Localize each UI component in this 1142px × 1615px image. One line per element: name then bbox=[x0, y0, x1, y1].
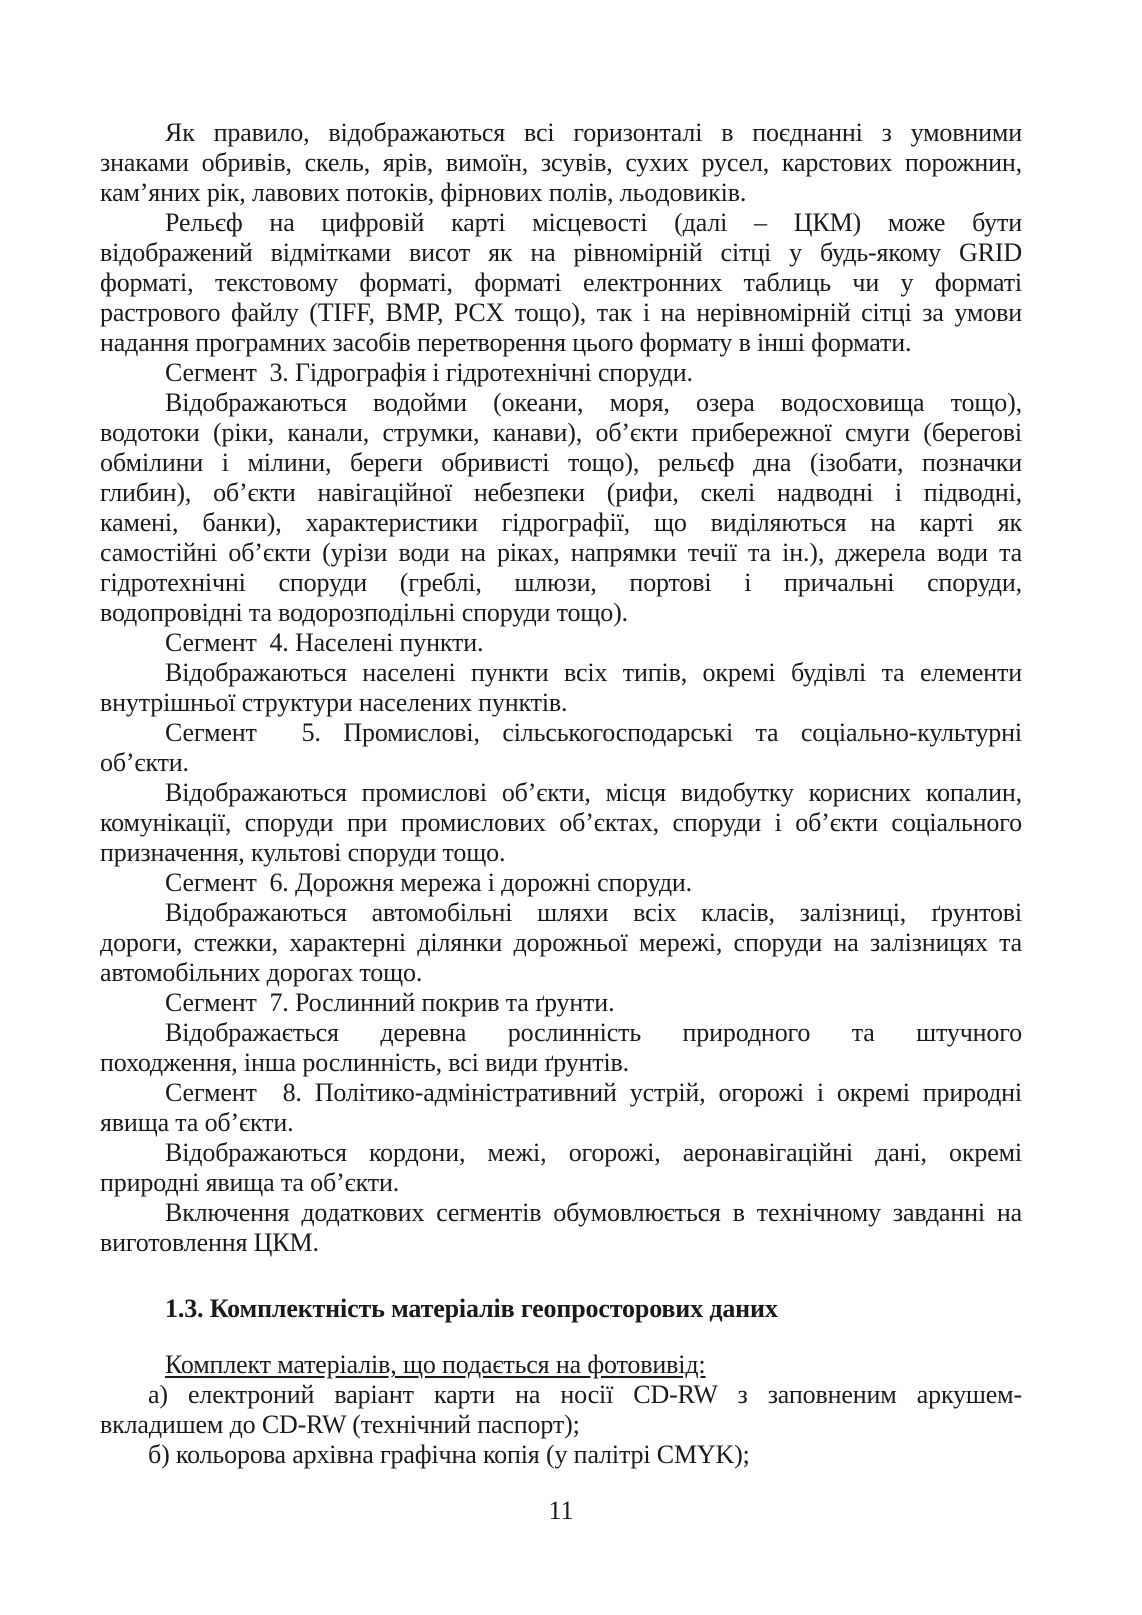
text-line: дороги, стежки, характерні ділянки дорожньої мережі, споруди на залізницях та bbox=[100, 928, 1022, 957]
text-line: обмілини і мілини, береги обривисті тощо), рельєф дна (ізобати, позначки bbox=[100, 448, 1022, 477]
text-block bbox=[100, 118, 1022, 1526]
text-line: надання програмних засобів перетворення цього формату в інші формати. bbox=[100, 328, 912, 357]
text-line: Відображаються автомобільні шляхи всіх класів, залізниці, ґрунтові bbox=[165, 898, 1022, 927]
text-line: самостійні об’єкти (урізи води на ріках, напрямки течії та ін.), джерела води та bbox=[100, 538, 1022, 567]
text-line: Сегмент 8. Політико-адміністративний устрій, огорожі і окремі природні bbox=[165, 1078, 1022, 1107]
text-line: Комплект матеріалів, що подається на фотовивід: bbox=[165, 1350, 706, 1379]
underlined-lead-paragraph bbox=[100, 1350, 1022, 1380]
page-number: 11 bbox=[548, 1496, 574, 1525]
text-line: б) кольорова архівна графічна копія (у палітрі CMYK); bbox=[148, 1440, 750, 1469]
paragraph bbox=[100, 988, 1022, 1018]
text-line: походження, інша рослинність, всі види ґрунтів. bbox=[100, 1048, 630, 1077]
text-line: гідротехнічні споруди (греблі, шлюзи, портові і причальні споруди, bbox=[100, 568, 1022, 597]
text-line: Включення додаткових сегментів обумовлюється в технічному завданні на bbox=[165, 1198, 1022, 1227]
text-line: Сегмент 7. Рослинний покрив та ґрунти. bbox=[165, 988, 615, 1017]
paragraph bbox=[100, 358, 1022, 388]
text-line: Сегмент 6. Дорожня мережа і дорожні споруди. bbox=[165, 868, 693, 897]
text-line: глибин), об’єкти навігаційної небезпеки (рифи, скелі надводні і підводні, bbox=[100, 478, 1022, 507]
paragraph bbox=[100, 1138, 1022, 1198]
text-line: внутрішньої структури населених пунктів. bbox=[100, 688, 568, 717]
text-line: відображений відмітками висот як на рівномірній сітці у будь-якому GRID bbox=[100, 238, 1022, 267]
text-line: вкладишем до CD-RW (технічний паспорт); bbox=[100, 1410, 580, 1439]
paragraph bbox=[100, 1380, 1022, 1440]
paragraph bbox=[100, 868, 1022, 898]
paragraph bbox=[100, 1440, 1022, 1470]
paragraph bbox=[100, 1198, 1022, 1258]
text-line: комунікації, споруди при промислових об’єктах, споруди і об’єкти соціального bbox=[100, 808, 1022, 837]
text-line: форматі, текстовому форматі, форматі електронних таблиць чи у форматі bbox=[100, 268, 1022, 297]
text-line: камені, банки), характеристики гідрографії, що виділяються на карті як bbox=[100, 508, 1022, 537]
paragraph bbox=[100, 1018, 1022, 1078]
paragraph bbox=[100, 898, 1022, 988]
text-line: Відображаються населені пункти всіх типів, окремі будівлі та елементи bbox=[165, 658, 1022, 687]
text-line: Сегмент 3. Гідрографія і гідротехнічні споруди. bbox=[165, 358, 693, 387]
text-line: Сегмент 5. Промислові, сільськогосподарські та соціально-культурні bbox=[165, 718, 1022, 747]
text-line: природні явища та об’єкти. bbox=[100, 1168, 400, 1197]
paragraph bbox=[100, 718, 1022, 778]
text-line: водопровідні та водорозподільні споруди тощо). bbox=[100, 598, 628, 627]
text-line: Рельєф на цифровій карті місцевості (далі – ЦКМ) може бути bbox=[165, 208, 1022, 237]
text-line: явища та об’єкти. bbox=[100, 1108, 294, 1137]
section-heading bbox=[100, 1294, 1022, 1324]
paragraph bbox=[100, 658, 1022, 718]
text-line: автомобільних дорогах тощо. bbox=[100, 958, 423, 987]
text-line: Відображається деревна рослинність природного та штучного bbox=[165, 1018, 1022, 1047]
text-line: растрового файлу (TIFF, BMP, PCX тощо), так і на нерівномірній сітці за умови bbox=[100, 298, 1022, 327]
text-line: Відображаються промислові об’єкти, місця видобутку корисних копалин, bbox=[165, 778, 1022, 807]
text-line: знаками обривів, скель, ярів, вимоїн, зсувів, сухих русел, карстових порожнин, bbox=[100, 148, 1022, 177]
text-line: а) електроний варіант карти на носії CD-RW з заповненим аркушем- bbox=[148, 1380, 1022, 1409]
paragraph bbox=[100, 628, 1022, 658]
text-line: об’єкти. bbox=[100, 748, 189, 777]
text-line: призначення, культові споруди тощо. bbox=[100, 838, 506, 867]
paragraph bbox=[100, 1078, 1022, 1138]
text-line: кам’яних рік, лавових потоків, фірнових полів, льодовиків. bbox=[100, 178, 747, 207]
text-line: Як правило, відображаються всі горизонталі в поєднанні з умовними bbox=[165, 118, 1022, 147]
paragraph bbox=[100, 208, 1022, 358]
text-line: Сегмент 4. Населені пункти. bbox=[165, 628, 484, 657]
paragraph bbox=[100, 388, 1022, 628]
text-line: виготовлення ЦКМ. bbox=[100, 1228, 319, 1257]
text-line: Відображаються водойми (океани, моря, озера водосховища тощо), bbox=[165, 388, 1022, 417]
paragraph bbox=[100, 118, 1022, 208]
text-line: Відображаються кордони, межі, огорожі, аеронавігаційні дані, окремі bbox=[165, 1138, 1022, 1167]
paragraph bbox=[100, 778, 1022, 868]
text-line: водотоки (ріки, канали, струмки, канави), об’єкти прибережної смуги (берегові bbox=[100, 418, 1022, 447]
text-line: 1.3. Комплектність матеріалів геопросторових даних bbox=[165, 1294, 778, 1323]
